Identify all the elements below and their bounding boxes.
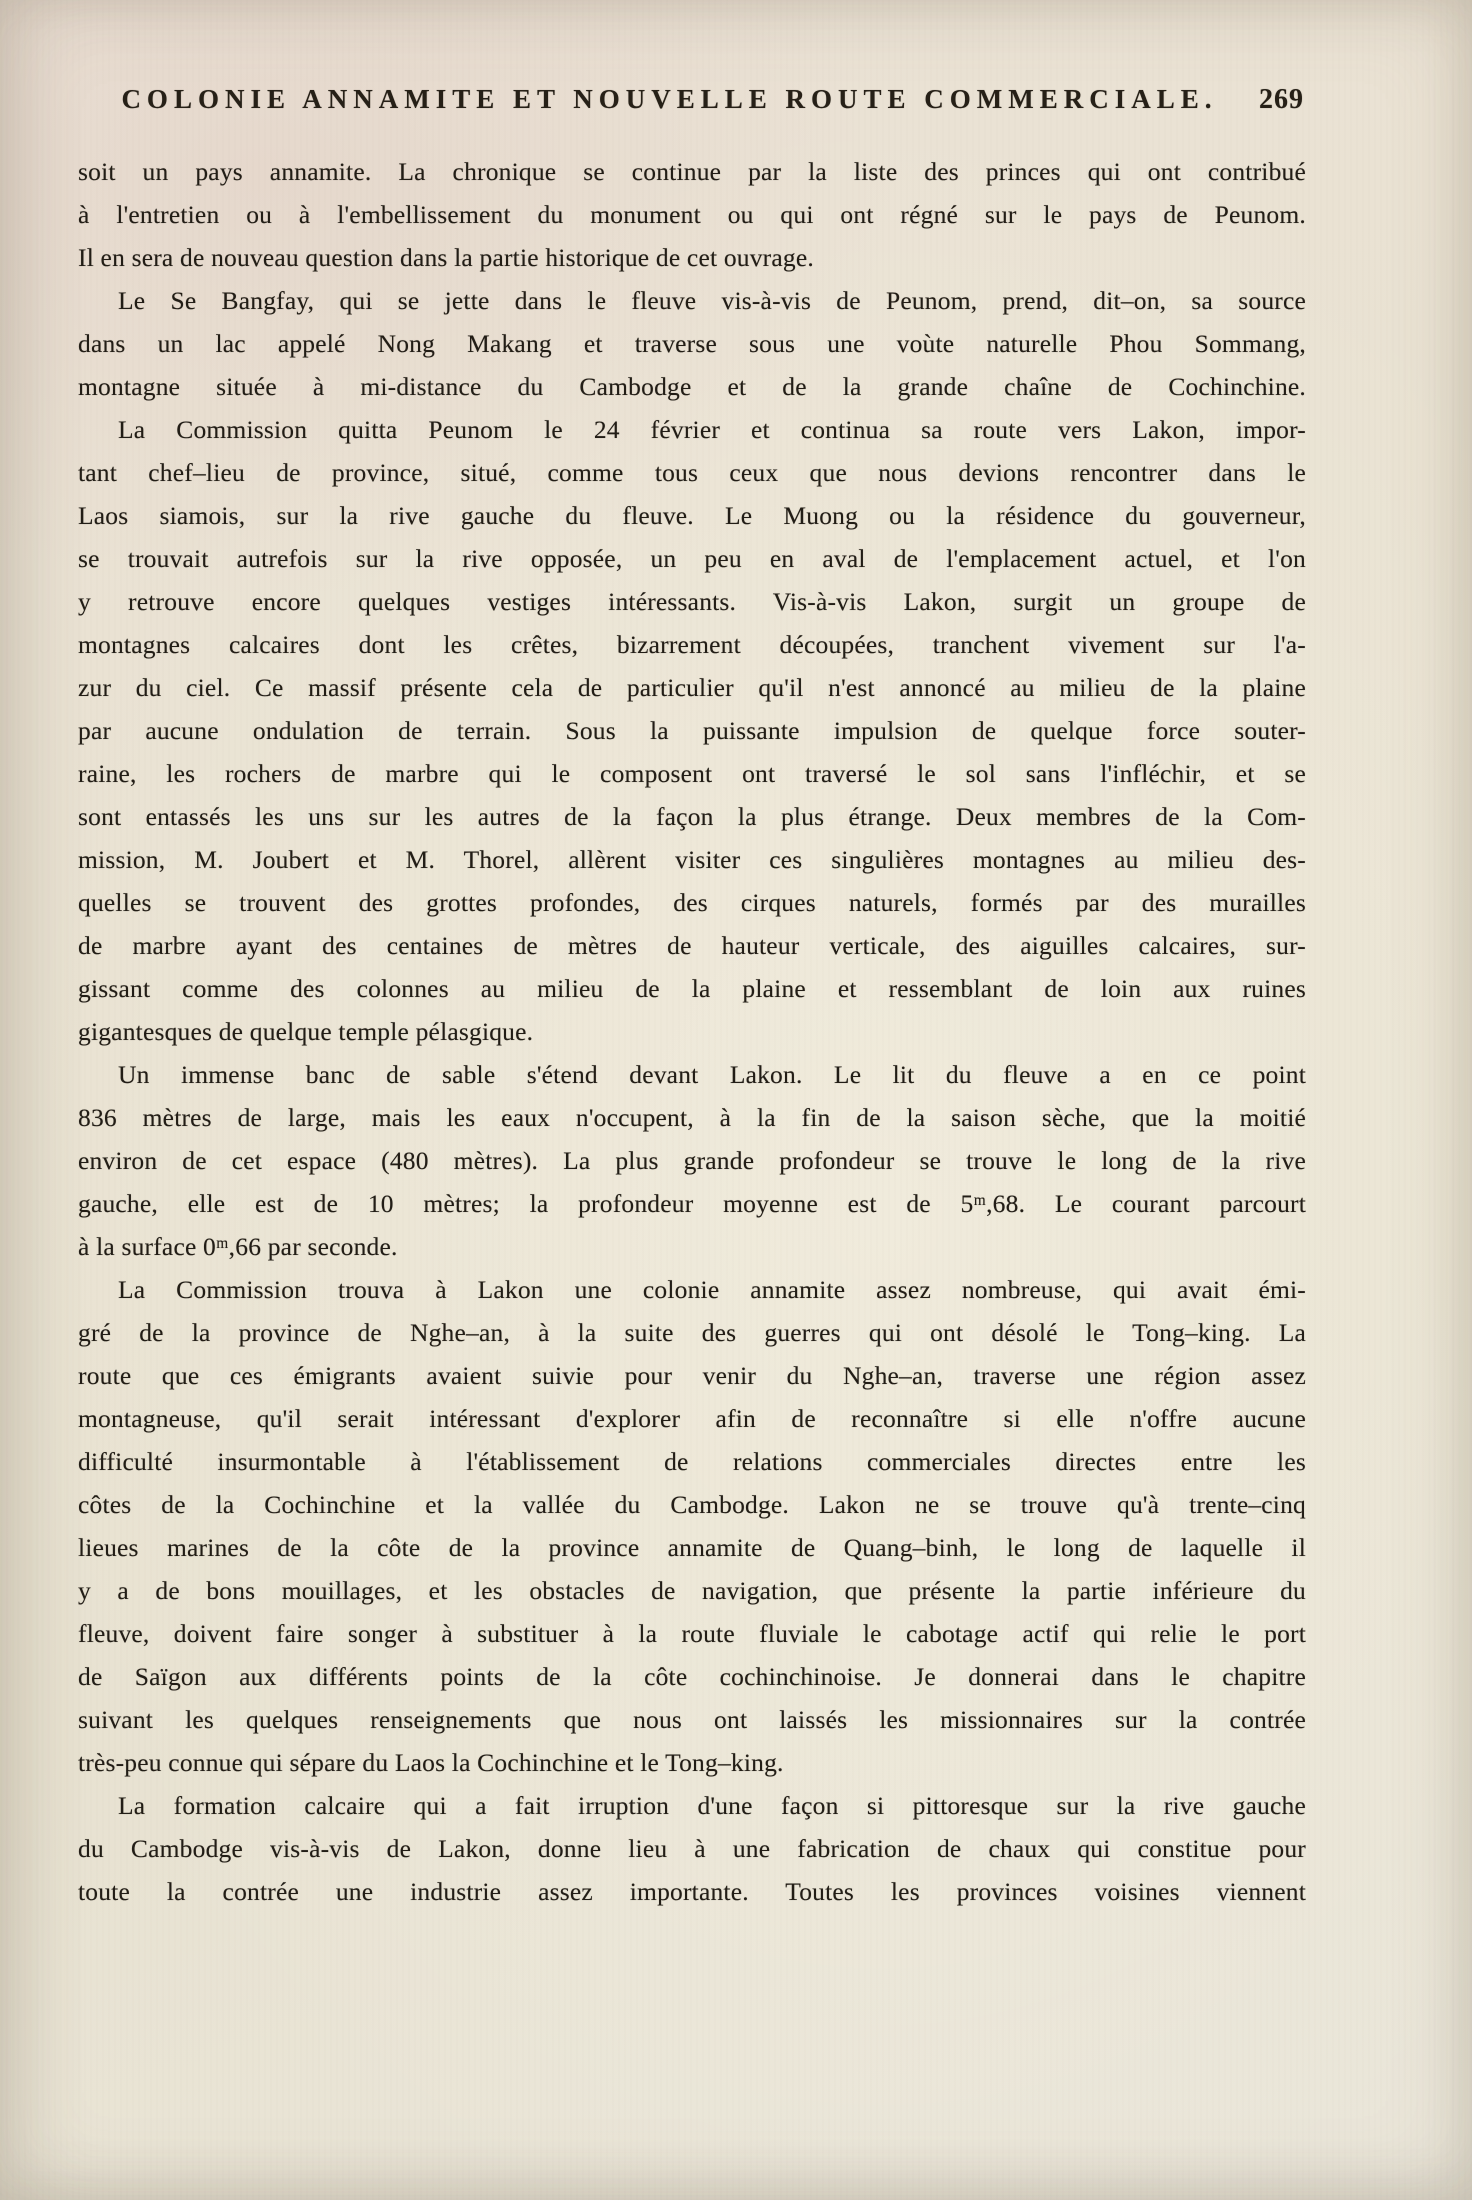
paragraph xyxy=(78,408,1306,1053)
page-number: 269 xyxy=(1259,84,1304,115)
text-line: route que ces émigrants avaient suivie pour venir du Nghe–an, traverse une région assez xyxy=(78,1361,1306,1390)
text-line: difficulté insurmontable à l'établissement de relations commerciales directes entre les xyxy=(78,1447,1306,1476)
text-line: tant chef–lieu de province, situé, comme tous ceux que nous devions rencontrer dans le xyxy=(78,458,1306,487)
text-line: zur du ciel. Ce massif présente cela de particulier qu'il n'est annoncé au milieu de la plaine xyxy=(78,673,1306,702)
text-line: La Commission trouva à Lakon une colonie annamite assez nombreuse, qui avait émi- xyxy=(118,1275,1306,1304)
paragraph xyxy=(78,1784,1306,1913)
paragraph xyxy=(78,150,1306,279)
page-title: COLONIE ANNAMITE ET NOUVELLE ROUTE COMMERCIALE. xyxy=(121,84,1218,114)
text-line: Laos siamois, sur la rive gauche du fleuve. Le Muong ou la résidence du gouverneur, xyxy=(78,501,1306,530)
text-line: y retrouve encore quelques vestiges intéressants. Vis-à-vis Lakon, surgit un groupe de xyxy=(78,587,1306,616)
text-line: quelles se trouvent des grottes profondes, des cirques naturels, formés par des murailles xyxy=(78,888,1306,917)
text-line: toute la contrée une industrie assez importante. Toutes les provinces voisines viennent xyxy=(78,1877,1306,1906)
text-line: sont entassés les uns sur les autres de la façon la plus étrange. Deux membres de la Com- xyxy=(78,802,1306,831)
text-line: La formation calcaire qui a fait irruption d'une façon si pittoresque sur la rive gauche xyxy=(118,1791,1306,1820)
text-line: à l'entretien ou à l'embellissement du monument ou qui ont régné sur le pays de Peunom. xyxy=(78,200,1306,229)
text-line: très-peu connue qui sépare du Laos la Cochinchine et le Tong–king. xyxy=(78,1748,784,1777)
text-line: suivant les quelques renseignements que nous ont laissés les missionnaires sur la contrée xyxy=(78,1705,1306,1734)
text-line: du Cambodge vis-à-vis de Lakon, donne lieu à une fabrication de chaux qui constitue pour xyxy=(78,1834,1306,1863)
text-line: soit un pays annamite. La chronique se continue par la liste des princes qui ont contribué xyxy=(78,157,1306,186)
text-line: dans un lac appelé Nong Makang et traverse sous une voùte naturelle Phou Sommang, xyxy=(78,329,1306,358)
text-line: fleuve, doivent faire songer à substituer à la route fluviale le cabotage actif qui relie le port xyxy=(78,1619,1306,1648)
text-line: Un immense banc de sable s'étend devant Lakon. Le lit du fleuve a en ce point xyxy=(118,1060,1306,1089)
text-line: montagneuse, qu'il serait intéressant d'explorer afin de reconnaître si elle n'offre aucune xyxy=(78,1404,1306,1433)
text-line: côtes de la Cochinchine et la vallée du Cambodge. Lakon ne se trouve qu'à trente–cinq xyxy=(78,1490,1306,1519)
text-line: y a de bons mouillages, et les obstacles de navigation, que présente la partie inférieure du xyxy=(78,1576,1306,1605)
text-line: montagnes calcaires dont les crêtes, bizarrement découpées, tranchent vivement sur l'a- xyxy=(78,630,1306,659)
paragraph xyxy=(78,1268,1306,1784)
text-line: gissant comme des colonnes au milieu de la plaine et ressemblant de loin aux ruines xyxy=(78,974,1306,1003)
text-line: environ de cet espace (480 mètres). La plus grande profondeur se trouve le long de la rive xyxy=(78,1146,1306,1175)
text-line: par aucune ondulation de terrain. Sous la puissante impulsion de quelque force souter- xyxy=(78,716,1306,745)
text-line: La Commission quitta Peunom le 24 février et continua sa route vers Lakon, impor- xyxy=(118,415,1306,444)
text-line: raine, les rochers de marbre qui le composent ont traversé le sol sans l'infléchir, et se xyxy=(78,759,1306,788)
text-line: de marbre ayant des centaines de mètres de hauteur verticale, des aiguilles calcaires, sur- xyxy=(78,931,1306,960)
text-line: Il en sera de nouveau question dans la partie historique de cet ouvrage. xyxy=(78,243,814,272)
text-line: Le Se Bangfay, qui se jette dans le fleuve vis-à-vis de Peunom, prend, dit–on, sa source xyxy=(118,286,1306,315)
text-line: de Saïgon aux différents points de la côte cochinchinoise. Je donnerai dans le chapitre xyxy=(78,1662,1306,1691)
text-line: gré de la province de Nghe–an, à la suite des guerres qui ont désolé le Tong–king. La xyxy=(78,1318,1306,1347)
text-line: gigantesques de quelque temple pélasgique. xyxy=(78,1017,534,1046)
page-content xyxy=(78,84,1306,1913)
text-line: mission, M. Joubert et M. Thorel, allèrent visiter ces singulières montagnes au milieu des- xyxy=(78,845,1306,874)
running-header xyxy=(78,84,1306,116)
text-line: se trouvait autrefois sur la rive opposée, un peu en aval de l'emplacement actuel, et l'on xyxy=(78,544,1306,573)
paragraph xyxy=(78,1053,1306,1268)
paragraph xyxy=(78,279,1306,408)
text-line: à la surface 0ᵐ,66 par seconde. xyxy=(78,1232,398,1261)
text-line: montagne située à mi-distance du Cambodge et de la grande chaîne de Cochinchine. xyxy=(78,372,1306,401)
page-body xyxy=(78,150,1306,1913)
text-line: gauche, elle est de 10 mètres; la profondeur moyenne est de 5ᵐ,68. Le courant parcourt xyxy=(78,1189,1306,1218)
text-line: lieues marines de la côte de la province annamite de Quang–binh, le long de laquelle il xyxy=(78,1533,1306,1562)
text-line: 836 mètres de large, mais les eaux n'occupent, à la fin de la saison sèche, que la moitié xyxy=(78,1103,1306,1132)
